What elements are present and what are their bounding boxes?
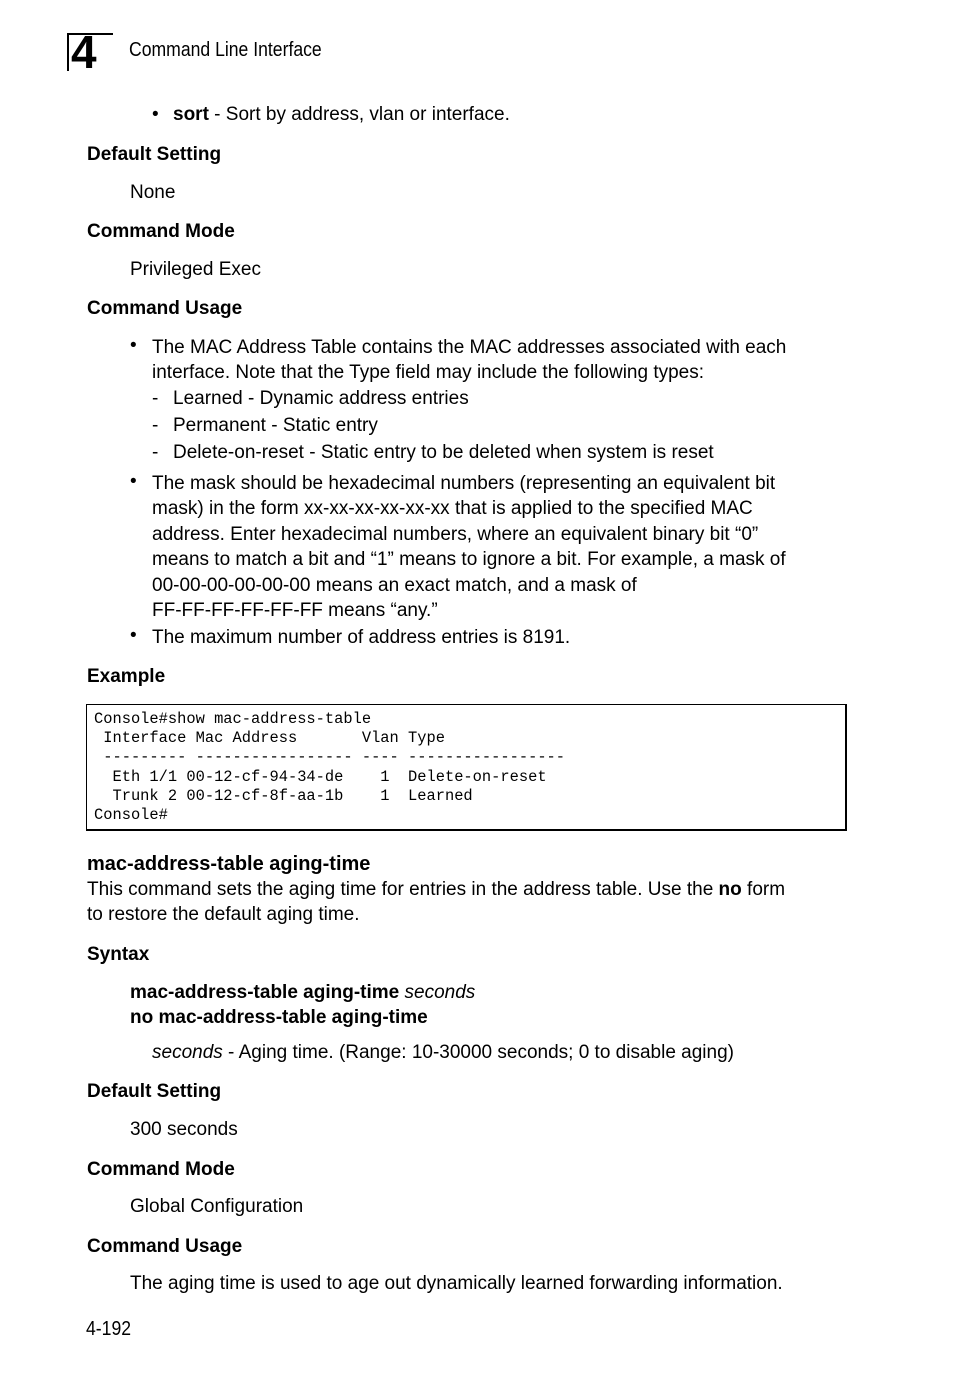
param-name: seconds: [152, 1042, 223, 1063]
description-line: [87, 877, 785, 902]
list-item-line: FF-FF-FF-FF-FF-FF means “any.”: [152, 600, 438, 622]
list-item-line: interface. Note that the Type field may include the following types:: [152, 362, 705, 384]
sub-dash: -: [152, 415, 159, 436]
default-setting-value: None: [130, 182, 176, 203]
description-text: This command sets the aging time for entries in the address table. Use the: [87, 879, 719, 900]
command-mode-value: Privileged Exec: [130, 259, 261, 280]
command-title: mac-address-table aging-time: [87, 853, 371, 875]
sub-item: Permanent - Static entry: [173, 415, 378, 436]
list-item-line: mask) in the form xx-xx-xx-xx-xx-xx that is applied to the specified MAC: [152, 498, 753, 520]
list-item: [152, 335, 786, 386]
param-text: - Aging time. (Range: 10-30000 seconds; 0 to disable aging): [222, 1042, 734, 1063]
sort-option: [173, 104, 510, 126]
syntax-heading: Syntax: [87, 944, 150, 965]
list-item-line: address. Enter hexadecimal numbers, where an equivalent binary bit “0”: [152, 523, 759, 545]
list-item-line: 00-00-00-00-00-00 means an exact match, and a mask of: [152, 574, 637, 596]
chapter-number: 4: [71, 26, 95, 78]
command-description: [87, 877, 785, 928]
sub-item: Delete-on-reset - Static entry to be deleted when system is reset: [173, 442, 714, 463]
command-mode-value-2: Global Configuration: [130, 1196, 304, 1217]
command-usage-text: The aging time is used to age out dynamically learned forwarding information.: [130, 1273, 783, 1294]
sub-item: Learned - Dynamic address entries: [173, 388, 469, 409]
list-item-line: The maximum number of address entries is 8191.: [152, 627, 571, 648]
list-bullet: •: [130, 471, 137, 492]
syntax-line: [130, 982, 475, 1004]
syntax-line: [130, 1007, 428, 1029]
chapter-number-box: [67, 26, 113, 78]
sub-dash: -: [152, 388, 159, 409]
list-item-line: means to match a bit and “1” means to ignore a bit. For example, a mask of: [152, 549, 786, 571]
list-item: [152, 625, 570, 650]
list-bullet: •: [130, 625, 137, 646]
sort-keyword: sort: [173, 104, 209, 125]
page-number: 4-192: [86, 1318, 132, 1340]
parameter-description: [152, 1042, 734, 1064]
description-text: form: [741, 879, 786, 900]
list-item-line: The MAC Address Table contains the MAC addresses associated with each: [152, 337, 787, 358]
command-mode-heading-2: Command Mode: [87, 1159, 235, 1180]
default-setting-heading: Default Setting: [87, 144, 222, 165]
sub-dash: -: [152, 442, 159, 463]
command-mode-heading: Command Mode: [87, 221, 235, 242]
code-example: Console#show mac-address-table Interface Mac Address Vlan Type --------- ----------------- ---- ----------------- Eth 1/1 00-12-cf-94-34-de 1 Delete-on-reset Trunk 2 00-12-cf-8f-aa-1b 1 Learned Console#: [94, 710, 566, 825]
command-usage-heading: Command Usage: [87, 298, 243, 319]
list-item: [152, 471, 786, 623]
default-setting-heading-2: Default Setting: [87, 1081, 222, 1102]
syntax-command: no mac-address-table aging-time: [130, 1007, 428, 1028]
list-item-line: The mask should be hexadecimal numbers (representing an equivalent bit: [152, 473, 776, 494]
no-keyword: no: [718, 879, 742, 900]
default-setting-value-2: 300 seconds: [130, 1119, 238, 1140]
sort-desc: - Sort by address, vlan or interface.: [208, 104, 510, 125]
syntax-command: mac-address-table aging-time: [130, 982, 400, 1003]
code-example-box: [86, 704, 847, 831]
list-bullet: •: [130, 335, 137, 356]
command-usage-heading-2: Command Usage: [87, 1236, 243, 1257]
example-heading: Example: [87, 666, 166, 687]
description-line: to restore the default aging time.: [87, 904, 360, 926]
chapter-title: Command Line Interface: [129, 39, 322, 61]
sort-bullet: •: [152, 104, 159, 125]
syntax-param: seconds: [404, 982, 476, 1003]
